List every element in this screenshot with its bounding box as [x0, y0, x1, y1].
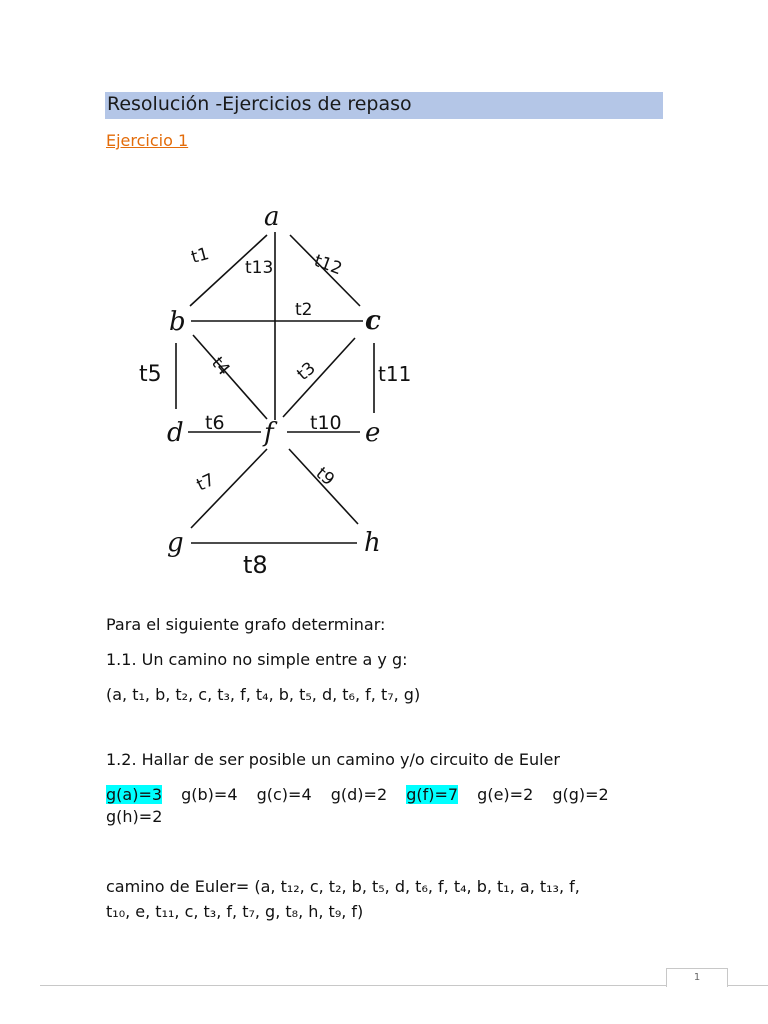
node-label: d	[167, 418, 184, 448]
degree-highlighted: g(a)=3	[106, 785, 163, 804]
edge-label: t13	[245, 258, 274, 278]
edge-label: t4	[207, 353, 234, 380]
node-label: b	[169, 307, 186, 337]
edge-label: t6	[205, 412, 225, 434]
degree: g(g)=2	[552, 785, 609, 804]
question-1-2: 1.2. Hallar de ser posible un camino y/o circuito de Euler	[106, 750, 560, 769]
degree: g(e)=2	[477, 785, 534, 804]
footer-divider	[40, 985, 768, 986]
document-title: Resolución -Ejercicios de repaso	[107, 93, 412, 115]
edge-label: t11	[378, 362, 412, 386]
euler-path-line-2: t₁₀, e, t₁₁, c, t₃, f, t₇, g, t₈, h, t₉, f)	[106, 902, 364, 921]
node-label: a	[264, 202, 280, 232]
graph-figure	[125, 195, 425, 590]
exercise-heading-link[interactable]: Ejercicio 1	[106, 131, 189, 150]
edge-label: t1	[189, 243, 212, 268]
intro-paragraph: Para el siguiente grafo determinar:	[106, 615, 386, 634]
euler-path-line-1: camino de Euler= (a, t₁₂, c, t₂, b, t₅, d, t₆, f, t₄, b, t₁, a, t₁₃, f,	[106, 877, 580, 896]
degree-highlighted: g(f)=7	[406, 785, 459, 804]
edge-label: t10	[310, 412, 342, 434]
node-label: e	[365, 418, 381, 448]
node-label: c	[365, 306, 381, 336]
degree: g(h)=2	[106, 807, 163, 826]
edge-label: t12	[311, 250, 345, 280]
edge-label: t8	[243, 551, 268, 579]
edge-label: t3	[293, 358, 320, 385]
degree: g(d)=2	[330, 785, 388, 804]
node-label: g	[167, 528, 184, 558]
edge-t4	[193, 335, 267, 419]
answer-1-1: (a, t₁, b, t₂, c, t₃, f, t₄, b, t₅, d, t₆, f, t₇, g)	[106, 685, 421, 704]
edge-label: t9	[311, 463, 339, 491]
page-number-box	[666, 968, 728, 987]
page-number: 1	[693, 972, 701, 983]
edge-label: t5	[139, 362, 162, 387]
degree: g(b)=4	[181, 785, 238, 804]
degree: g(c)=4	[256, 785, 312, 804]
edge-label: t2	[295, 300, 313, 320]
question-1-1: 1.1. Un camino no simple entre a y g:	[106, 650, 408, 669]
title-bar	[105, 92, 663, 119]
node-label: h	[364, 528, 381, 558]
degree-list	[106, 784, 666, 828]
edge-label: t7	[193, 470, 218, 496]
node-label: f	[264, 418, 274, 448]
edge-t3	[283, 338, 355, 417]
